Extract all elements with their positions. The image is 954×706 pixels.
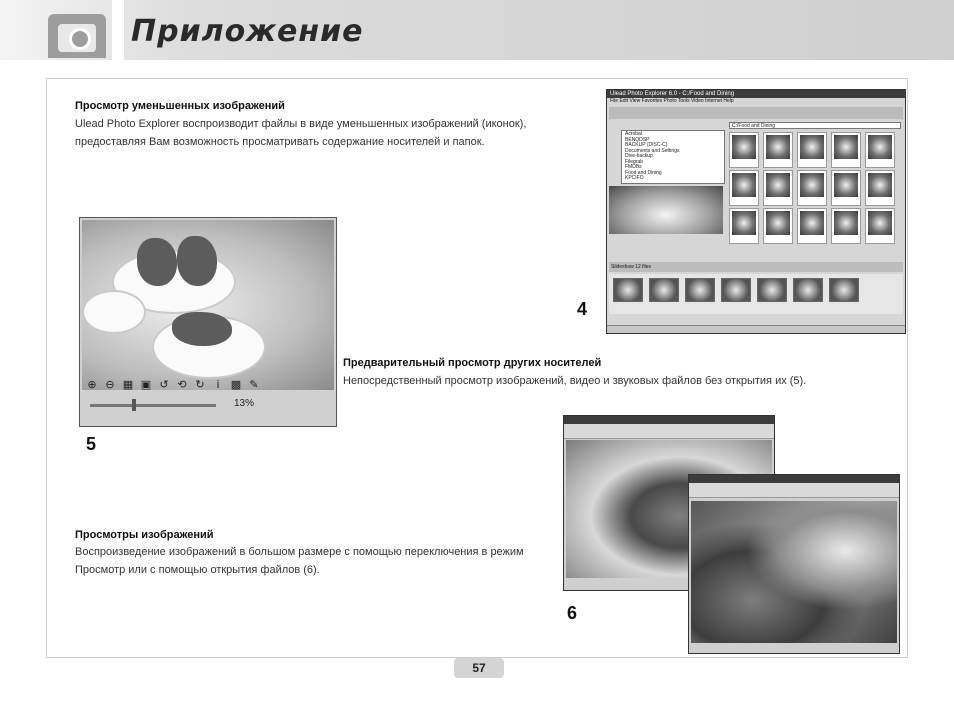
zoom-in-icon[interactable]: ⊕ <box>87 378 97 391</box>
folder-tree <box>621 130 725 184</box>
figure-4-label: 4 <box>577 299 588 319</box>
zoom-out-icon[interactable]: ⊖ <box>105 378 115 391</box>
rotate-left-icon[interactable]: ↺ <box>159 378 169 391</box>
thumbnails-section-line2: предоставляя Вам возможность просматривать содержание носителей и папок. <box>75 136 485 148</box>
thumbnail <box>763 208 793 244</box>
thumbnail <box>797 132 827 168</box>
preview-photo <box>82 220 334 390</box>
header-divider <box>112 0 124 60</box>
thumbnails-section-title: Просмотр уменьшенных изображений <box>75 100 285 112</box>
thumbnail <box>865 132 895 168</box>
tree-item: Food and Dining <box>625 169 662 176</box>
tree-item: Acrobat <box>625 131 643 137</box>
thumbnail <box>831 132 861 168</box>
thumbnail <box>797 170 827 206</box>
page-number: 57 <box>454 658 504 678</box>
explorer-menu-bar: File Edit View Favorites Photo Tools Video Internet Help <box>610 98 734 104</box>
page-title: Приложение <box>131 14 364 49</box>
edit-icon[interactable]: ✎ <box>249 378 259 391</box>
thumbnail <box>729 132 759 168</box>
thumbnails-section-line1: Ulead Photo Explorer воспроизводит файлы в виде уменьшенных изображений (иконок), <box>75 118 527 130</box>
thumbnail <box>831 208 861 244</box>
camera-lens <box>69 28 91 50</box>
explorer-toolbar <box>609 107 903 119</box>
info-icon[interactable]: ⅰ <box>216 378 220 391</box>
figure-5-preview-screenshot <box>79 217 337 427</box>
thumbnail-grid <box>729 132 901 248</box>
slide-thumbnail <box>829 278 859 302</box>
thumbnail <box>831 170 861 206</box>
actual-size-icon[interactable]: ▦ <box>122 378 134 391</box>
preview-photo <box>609 186 723 234</box>
thumbnail <box>763 132 793 168</box>
camera-icon <box>48 14 106 58</box>
food <box>137 238 177 286</box>
viewers-section-line1: Воспроизведение изображений в большом размере с помощью переключения в режим <box>75 546 524 558</box>
thumbnail <box>763 170 793 206</box>
tree-item: Documents and Settings <box>625 147 680 154</box>
preview-section-line1: Непосредственный просмотр изображений, видео и звуковых файлов без открытия их (5). <box>343 375 807 387</box>
tree-item: Dive-backup <box>625 153 653 159</box>
figure-5-label: 5 <box>86 434 97 454</box>
slide-thumbnail <box>685 278 715 302</box>
slide-thumbnail <box>613 278 643 302</box>
figure-6-label: 6 <box>567 603 578 623</box>
explorer-status-bar <box>607 325 905 333</box>
figure-6-viewer-window-front <box>688 474 900 654</box>
food <box>172 312 232 346</box>
rotate-right-icon[interactable]: ↻ <box>195 378 205 391</box>
slideshow-toolbar <box>609 262 903 272</box>
tree-item: BENQDSP <box>625 136 650 143</box>
slideshow-row <box>609 274 903 314</box>
camera-body <box>58 24 96 52</box>
slide-thumbnail <box>649 278 679 302</box>
preview-toolbar <box>84 378 262 392</box>
viewers-section-title: Просмотры изображений <box>75 529 214 541</box>
slide-thumbnail <box>757 278 787 302</box>
zoom-slider-thumb[interactable] <box>132 399 136 411</box>
figure-4-explorer-screenshot <box>606 89 906 334</box>
viewers-section-line2: Просмотр или с помощью открытия файлов (6). <box>75 564 320 576</box>
thumbnail <box>865 170 895 206</box>
thumbnail <box>729 170 759 206</box>
rotate-icon[interactable]: ⟲ <box>177 378 187 391</box>
slide-thumbnail <box>721 278 751 302</box>
viewer-title-bar <box>689 475 899 483</box>
explorer-title-bar: Ulead Photo Explorer 6.0 - C:/Food and Dining <box>607 90 905 98</box>
preview-section-title: Предварительный просмотр других носителей <box>343 357 602 369</box>
viewer-title-bar <box>564 416 774 424</box>
slide-thumbnail <box>793 278 823 302</box>
viewer-photo <box>691 501 897 643</box>
tree-item: Filegrab <box>625 158 644 165</box>
thumbnail <box>729 208 759 244</box>
viewer-toolbar <box>564 424 774 439</box>
thumbnail <box>865 208 895 244</box>
viewer-toolbar <box>689 483 899 498</box>
slideshow-label: Slideshow 12 files <box>611 264 652 270</box>
zoom-slider[interactable] <box>90 404 216 407</box>
tree-item: KPCIFO <box>625 175 644 181</box>
fit-icon[interactable]: ▣ <box>140 378 152 391</box>
plate <box>82 290 146 334</box>
address-bar: C:/Food and Dining <box>729 122 901 129</box>
food <box>177 236 217 286</box>
tree-item: BACKUP (DISC-C) <box>625 142 668 148</box>
thumbnail <box>797 208 827 244</box>
tree-item: FMDBs <box>625 164 642 170</box>
image-icon[interactable]: ▩ <box>230 378 242 391</box>
zoom-level: 13% <box>234 398 255 409</box>
